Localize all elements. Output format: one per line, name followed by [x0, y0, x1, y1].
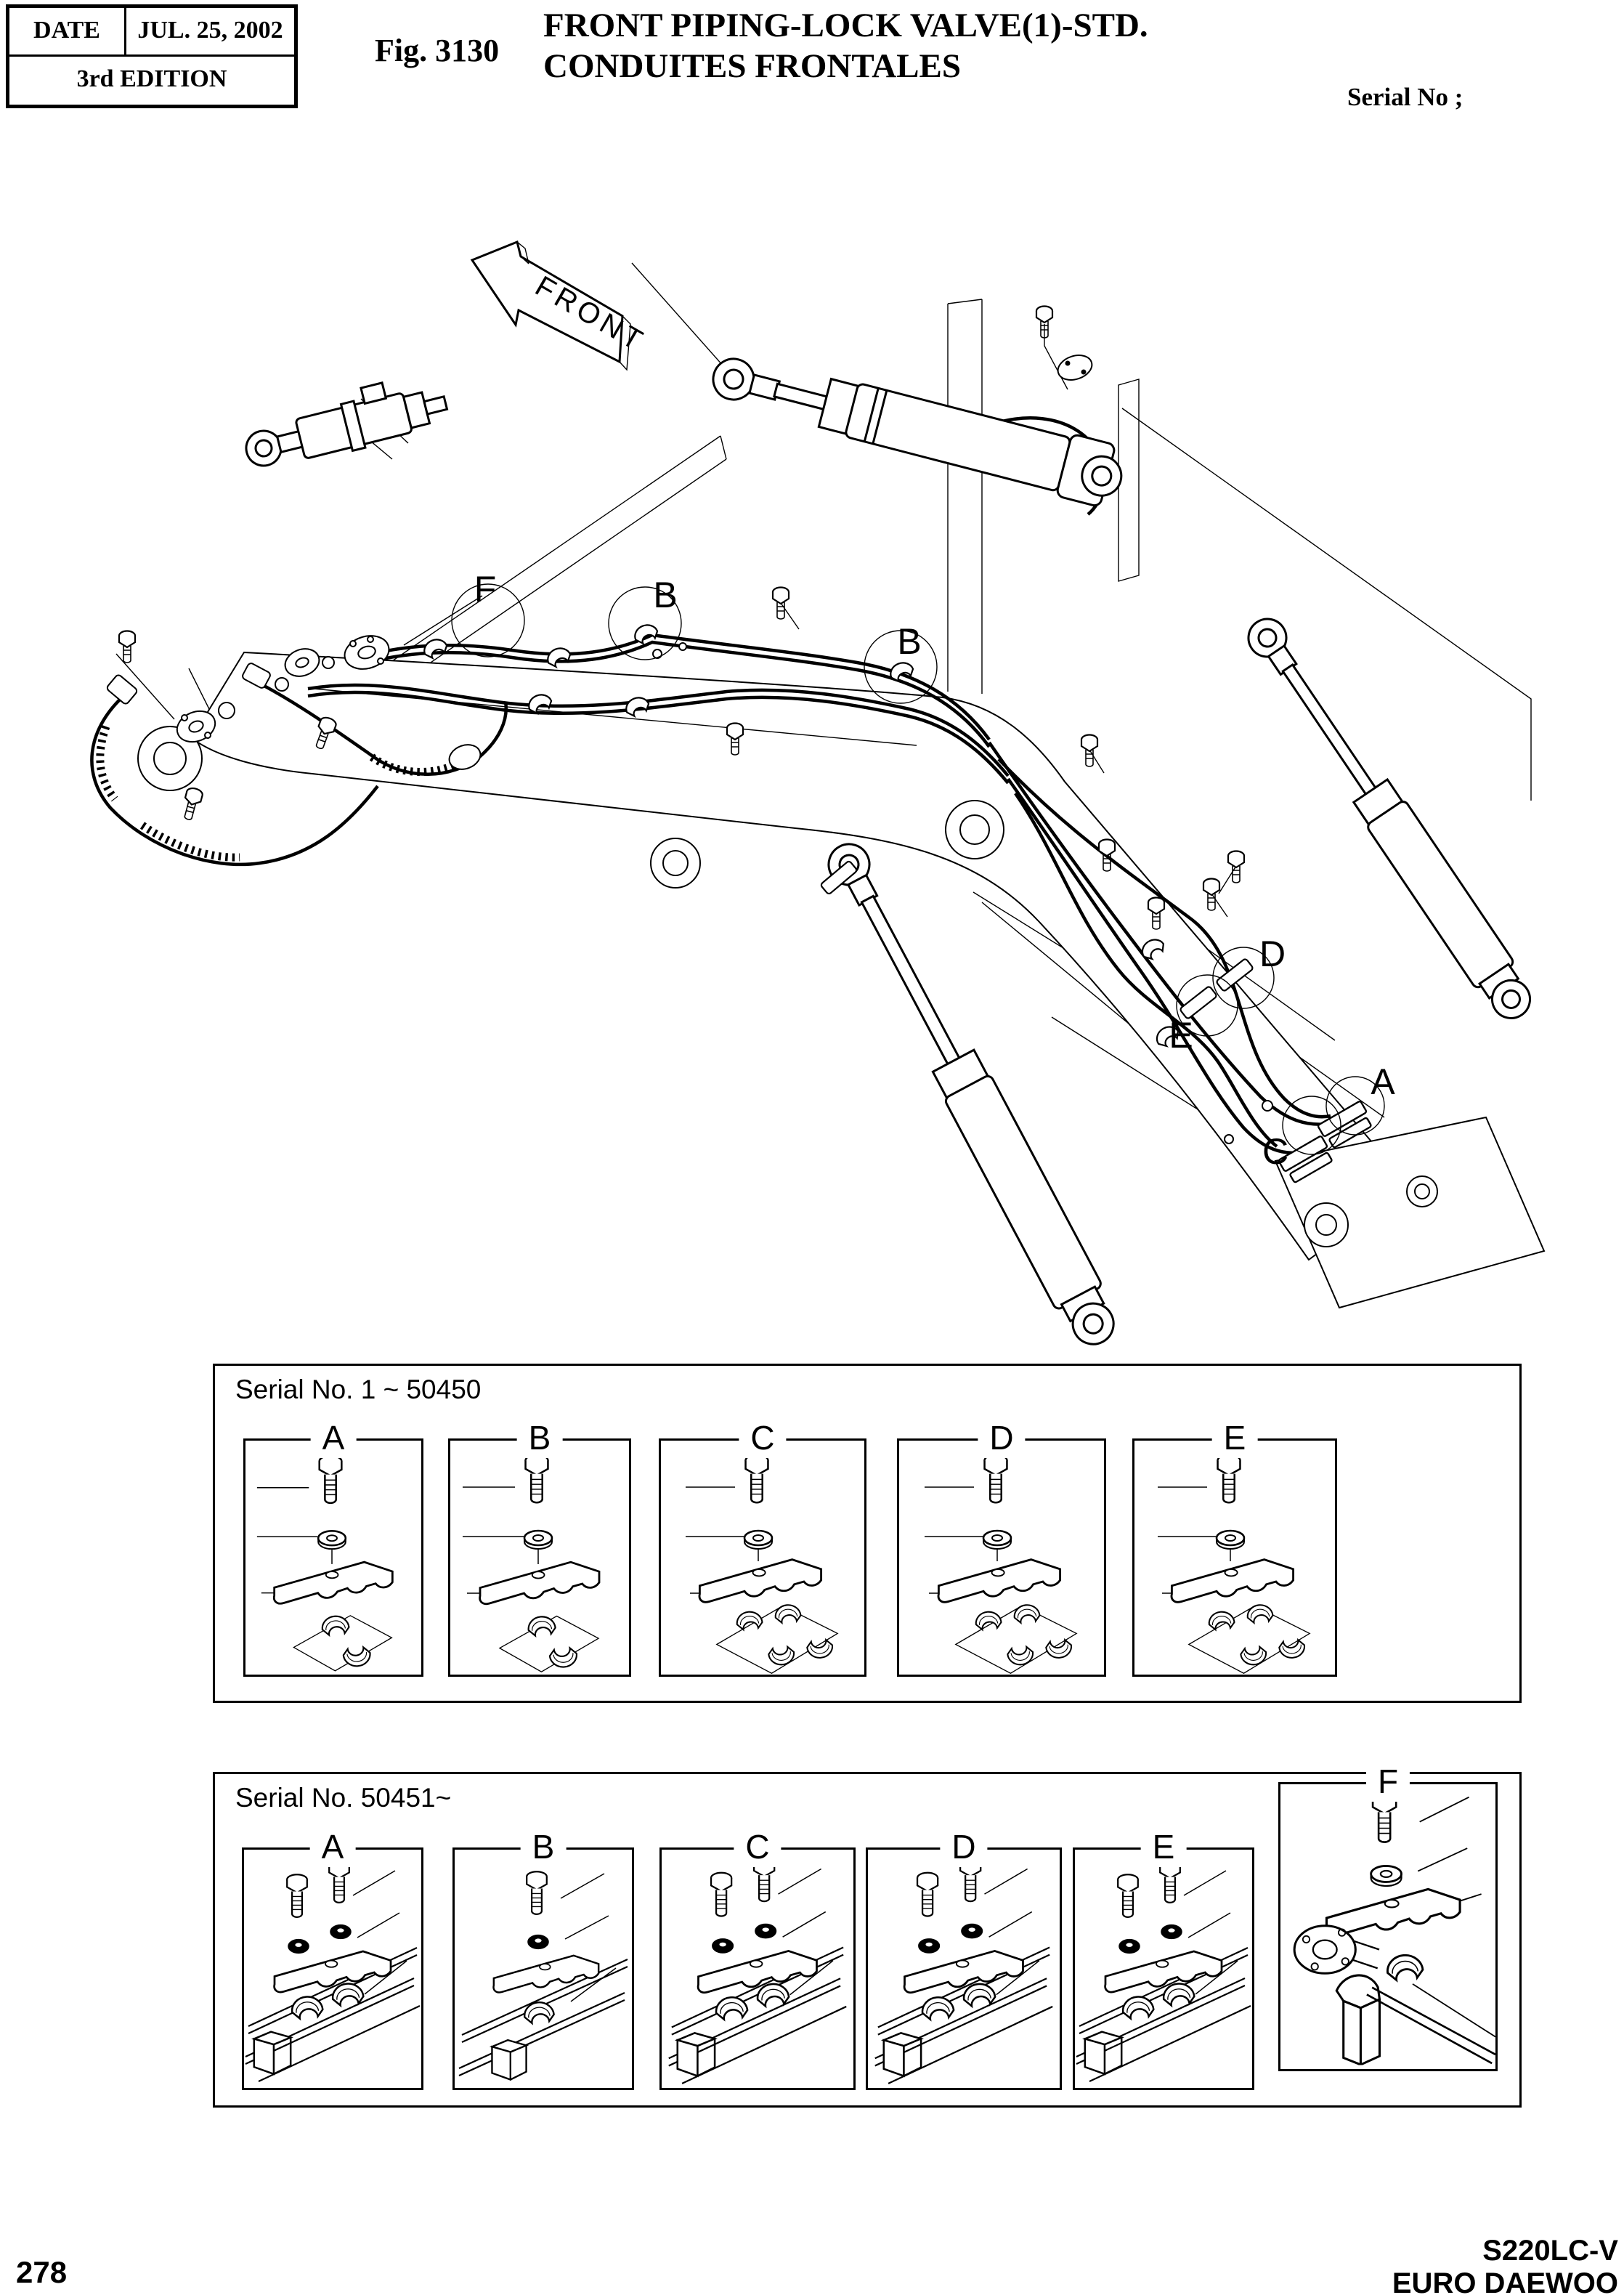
- detail-box-letter: B: [517, 1417, 563, 1458]
- serial-no-label: Serial No ;: [1347, 83, 1463, 111]
- callout-letter-f: F: [474, 569, 497, 610]
- detail-box: [659, 1828, 856, 2090]
- serial-range-title: Serial No. 50451~: [235, 1783, 452, 1813]
- detail-box-drawing: [662, 1850, 853, 2088]
- date-label: DATE: [9, 8, 126, 54]
- figure-number: Fig. 3130: [375, 33, 500, 68]
- detail-box: [243, 1419, 423, 1677]
- detail-box-letter: E: [1212, 1417, 1258, 1458]
- detail-box: [659, 1419, 866, 1677]
- detail-box-letter: F: [1366, 1761, 1410, 1802]
- detail-box: [1132, 1419, 1337, 1677]
- detail-box: [448, 1419, 631, 1677]
- detail-box-letter: A: [311, 1417, 357, 1458]
- boom-cylinder-left: [238, 369, 451, 476]
- callout-letter-e: E: [1169, 1015, 1193, 1056]
- detail-box-drawing: [1134, 1441, 1335, 1675]
- page-subtitle: CONDUITES FRONTALES: [543, 47, 961, 85]
- serial-range-box-2: [213, 1762, 1522, 2108]
- model-footer: [1392, 2235, 1618, 2295]
- serial-range-box-1: [213, 1364, 1522, 1703]
- detail-box-drawing: [450, 1441, 629, 1675]
- detail-box-drawing: [244, 1850, 421, 2088]
- detail-box-letter: D: [940, 1826, 987, 1867]
- detail-box: [1278, 1762, 1498, 2071]
- boom-outline: [138, 652, 1544, 1308]
- page-title: FRONT PIPING-LOCK VALVE(1)-STD.: [543, 7, 1148, 44]
- detail-box-letter: E: [1141, 1826, 1187, 1867]
- callout-letter-b1: B: [653, 575, 678, 615]
- edition-label: 3rd EDITION: [76, 65, 227, 92]
- detail-box: [1073, 1828, 1254, 2090]
- edition-table: [6, 4, 298, 108]
- callout-letter-a: A: [1371, 1061, 1395, 1102]
- detail-box-letter: D: [978, 1417, 1025, 1458]
- detail-box-letter: B: [521, 1826, 567, 1867]
- front-arrow: [472, 242, 651, 370]
- detail-box: [866, 1828, 1062, 2090]
- callout-letter-d: D: [1259, 934, 1286, 974]
- serial-range-title: Serial No. 1 ~ 50450: [235, 1375, 482, 1404]
- detail-box-letter: C: [739, 1417, 786, 1458]
- callout-letter-b2: B: [897, 621, 922, 662]
- detail-box: [897, 1419, 1106, 1677]
- detail-box-drawing: [899, 1441, 1104, 1675]
- model-name: S220LC-V: [1482, 2235, 1618, 2267]
- brand-name: EURO DAEWOO: [1392, 2267, 1618, 2295]
- page-number: 278: [16, 2255, 68, 2289]
- date-value: JUL. 25, 2002: [137, 17, 283, 44]
- detail-box-drawing: [245, 1441, 421, 1675]
- detail-box: [452, 1828, 634, 2090]
- detail-box-drawing: [1075, 1850, 1252, 2088]
- detail-box-letter: C: [734, 1826, 781, 1867]
- detail-box-letter: A: [310, 1826, 356, 1867]
- front-arrow-label: FRONT: [529, 270, 651, 359]
- detail-box-drawing: [868, 1850, 1060, 2088]
- detail-box-drawing: [661, 1441, 864, 1675]
- exploded-parts-diagram: [0, 218, 1624, 1366]
- callout-letter-c: C: [1262, 1131, 1289, 1172]
- detail-box: [242, 1828, 423, 2090]
- detail-box-drawing: [1280, 1784, 1495, 2069]
- detail-box-drawing: [455, 1850, 632, 2088]
